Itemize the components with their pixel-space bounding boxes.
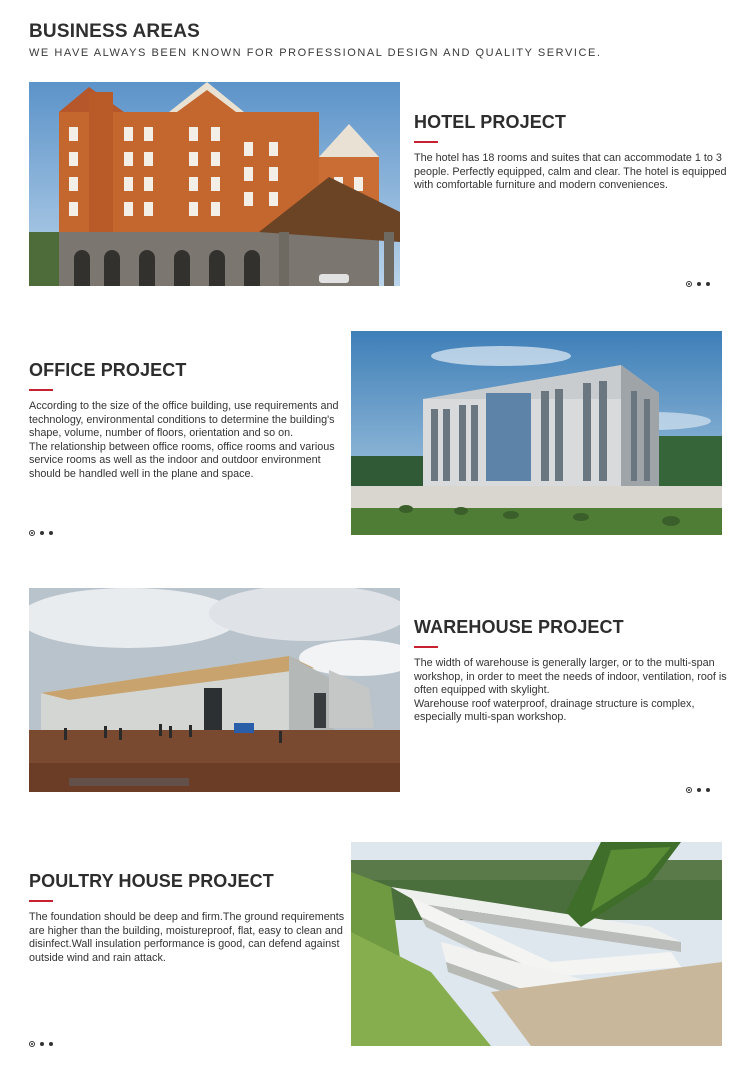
hotel-title: HOTEL PROJECT	[414, 112, 566, 132]
carousel-dot-icon[interactable]	[697, 282, 701, 286]
poultry-text	[29, 871, 347, 965]
page-title: BUSINESS AREAS	[29, 21, 201, 42]
warehouse-section	[0, 588, 750, 794]
hotel-photo	[29, 82, 400, 286]
warehouse-description: The width of warehouse is generally larger, or to the multi-span workshop, in order to meet the needs of indoor, ventilation, roof is often equipped with skylight. Warehouse roof waterproof, drainage structure is complex, especially multi-span workshop.	[414, 657, 727, 723]
page-subtitle: WE HAVE ALWAYS BEEN KNOWN FOR PROFESSIONAL DESIGN AND QUALITY SERVICE.	[29, 47, 602, 59]
hotel-text	[414, 112, 732, 193]
office-title: OFFICE PROJECT	[29, 360, 187, 380]
hotel-description: The hotel has 18 rooms and suites that can accommodate 1 to 3 people. Perfectly equipped, calm and clear. The hotel is equipped with comfortable furniture and modern conveniences.	[414, 152, 727, 191]
hotel-carousel-dots[interactable]	[686, 281, 710, 287]
hotel-title-rule	[414, 141, 438, 143]
office-carousel-dots[interactable]	[29, 530, 53, 536]
office-photo	[351, 331, 722, 535]
carousel-dot-active-icon[interactable]	[686, 787, 692, 793]
warehouse-text	[414, 617, 732, 725]
carousel-dot-icon[interactable]	[40, 531, 44, 535]
carousel-dot-icon[interactable]	[49, 1042, 53, 1046]
poultry-section	[0, 842, 750, 1048]
poultry-photo	[351, 842, 722, 1046]
carousel-dot-active-icon[interactable]	[29, 1041, 35, 1047]
carousel-dot-icon[interactable]	[706, 788, 710, 792]
poultry-carousel-dots[interactable]	[29, 1041, 53, 1047]
carousel-dot-icon[interactable]	[697, 788, 701, 792]
office-text	[29, 360, 347, 481]
warehouse-title: WAREHOUSE PROJECT	[414, 617, 624, 637]
warehouse-title-rule	[414, 646, 438, 648]
carousel-dot-active-icon[interactable]	[686, 281, 692, 287]
warehouse-photo	[29, 588, 400, 792]
poultry-title: POULTRY HOUSE PROJECT	[29, 871, 274, 891]
warehouse-carousel-dots[interactable]	[686, 787, 710, 793]
page-header	[29, 22, 729, 60]
carousel-dot-icon[interactable]	[40, 1042, 44, 1046]
carousel-dot-active-icon[interactable]	[29, 530, 35, 536]
office-description: According to the size of the office building, use requirements and technology, environmental conditions to determine the building's shape, volume, number of floors, orientation and so on. The relationship between office rooms, office rooms and various service rooms as well as the indoor and outdoor environment should be handled well in the plane and space.	[29, 400, 339, 480]
office-title-rule	[29, 389, 53, 391]
poultry-title-rule	[29, 900, 53, 902]
carousel-dot-icon[interactable]	[706, 282, 710, 286]
carousel-dot-icon[interactable]	[49, 531, 53, 535]
office-section	[0, 331, 750, 537]
hotel-section	[0, 82, 750, 288]
poultry-description: The foundation should be deep and firm.The ground requirements are higher than the building, moistureproof, flat, easy to clean and disinfect.Wall insulation performance is good, can defend against outside wind and rain attack.	[29, 911, 345, 964]
